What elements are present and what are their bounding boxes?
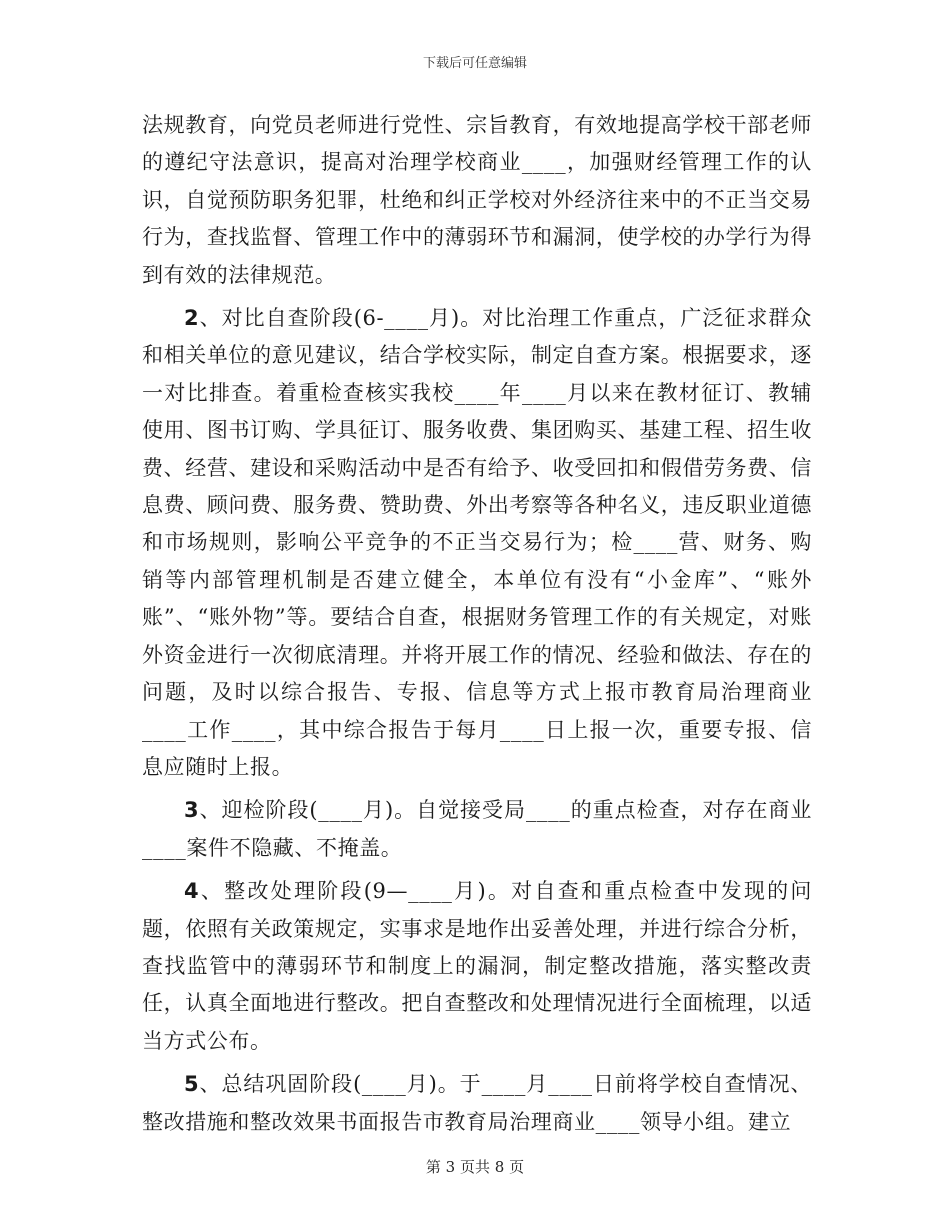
page-number: 第 3 页共 8 页	[425, 1158, 525, 1176]
paragraph-stage-4	[142, 873, 812, 1060]
header-note: 下载后可任意编辑	[422, 56, 527, 71]
paragraph-stage-5	[142, 1066, 812, 1141]
paragraph-text: 法规教育，向党员老师进行党性、宗旨教育，有效地提高学校干部老师的遵纪守法意识，提高对治理学校商业____，加强财经管理工作的认识，自觉预防职务犯罪，杜绝和纠正学校对外经济往来中的不正当交易行为，查找监督、管理工作中的薄弱环节和漏洞，使学校的办学行为得到有效的法律规范。	[142, 113, 812, 287]
paragraph-stage-3	[142, 792, 812, 867]
paragraph-text: 、对比自查阶段(6-____月)。对比治理工作重点，广泛征求群众和相关单位的意见建议，结合学校实际，制定自查方案。根据要求，逐一对比排查。着重检查核实我校____年____月以来在教材征订、教辅使用、图书订购、学具征订、服务收费、集团购买、基建工程、招生收费、经营、建设和采购活动中是否有给予、收受回扣和假借劳务费、信息费、顾问费、服务费、赞助费、外出考察等各种名义，违反职业道德和市场规则，影响公平竞争的不正当交易行为；检____营、财务、购销等内部管理机制是否建立健全，本单位有没有“小金库”、“账外账”、“账外物”等。要结合自查，根据财务管理工作的有关规定，对账外资金进行一次彻底清理。并将开展工作的情况、经验和做法、存在的问题，及时以综合报告、专报、信息等方式上报市教育局治理商业____工作____，其中综合报告于每月____日上报一次，重要专报、信息应随时上报。	[142, 306, 812, 779]
paragraph-stage-2	[142, 300, 812, 786]
paragraph-text: 、迎检阶段(____月)。自觉接受局____的重点检查，对存在商业____案件不隐藏、不掩盖。	[142, 798, 812, 860]
document-body	[142, 107, 812, 1141]
paragraph-text: 、整改处理阶段(9—____月)。对自查和重点检查中发现的问题，依照有关政策规定，实事求是地作出妥善处理，并进行综合分析，查找监管中的薄弱环节和制度上的漏洞，制定整改措施，落实整改责任，认真全面地进行整改。把自查整改和处理情况进行全面梳理，以适当方式公布。	[142, 879, 812, 1053]
paragraph-continuation	[142, 107, 812, 294]
paragraph-number: 4	[184, 879, 200, 904]
paragraph-text: 、总结巩固阶段(____月)。于____月____日前将学校自查情况、整改措施和整改效果书面报告市教育局治理商业____领导小组。建立	[142, 1072, 812, 1134]
paragraph-number: 2	[184, 306, 200, 331]
paragraph-number: 3	[184, 798, 200, 823]
paragraph-number: 5	[184, 1072, 200, 1097]
